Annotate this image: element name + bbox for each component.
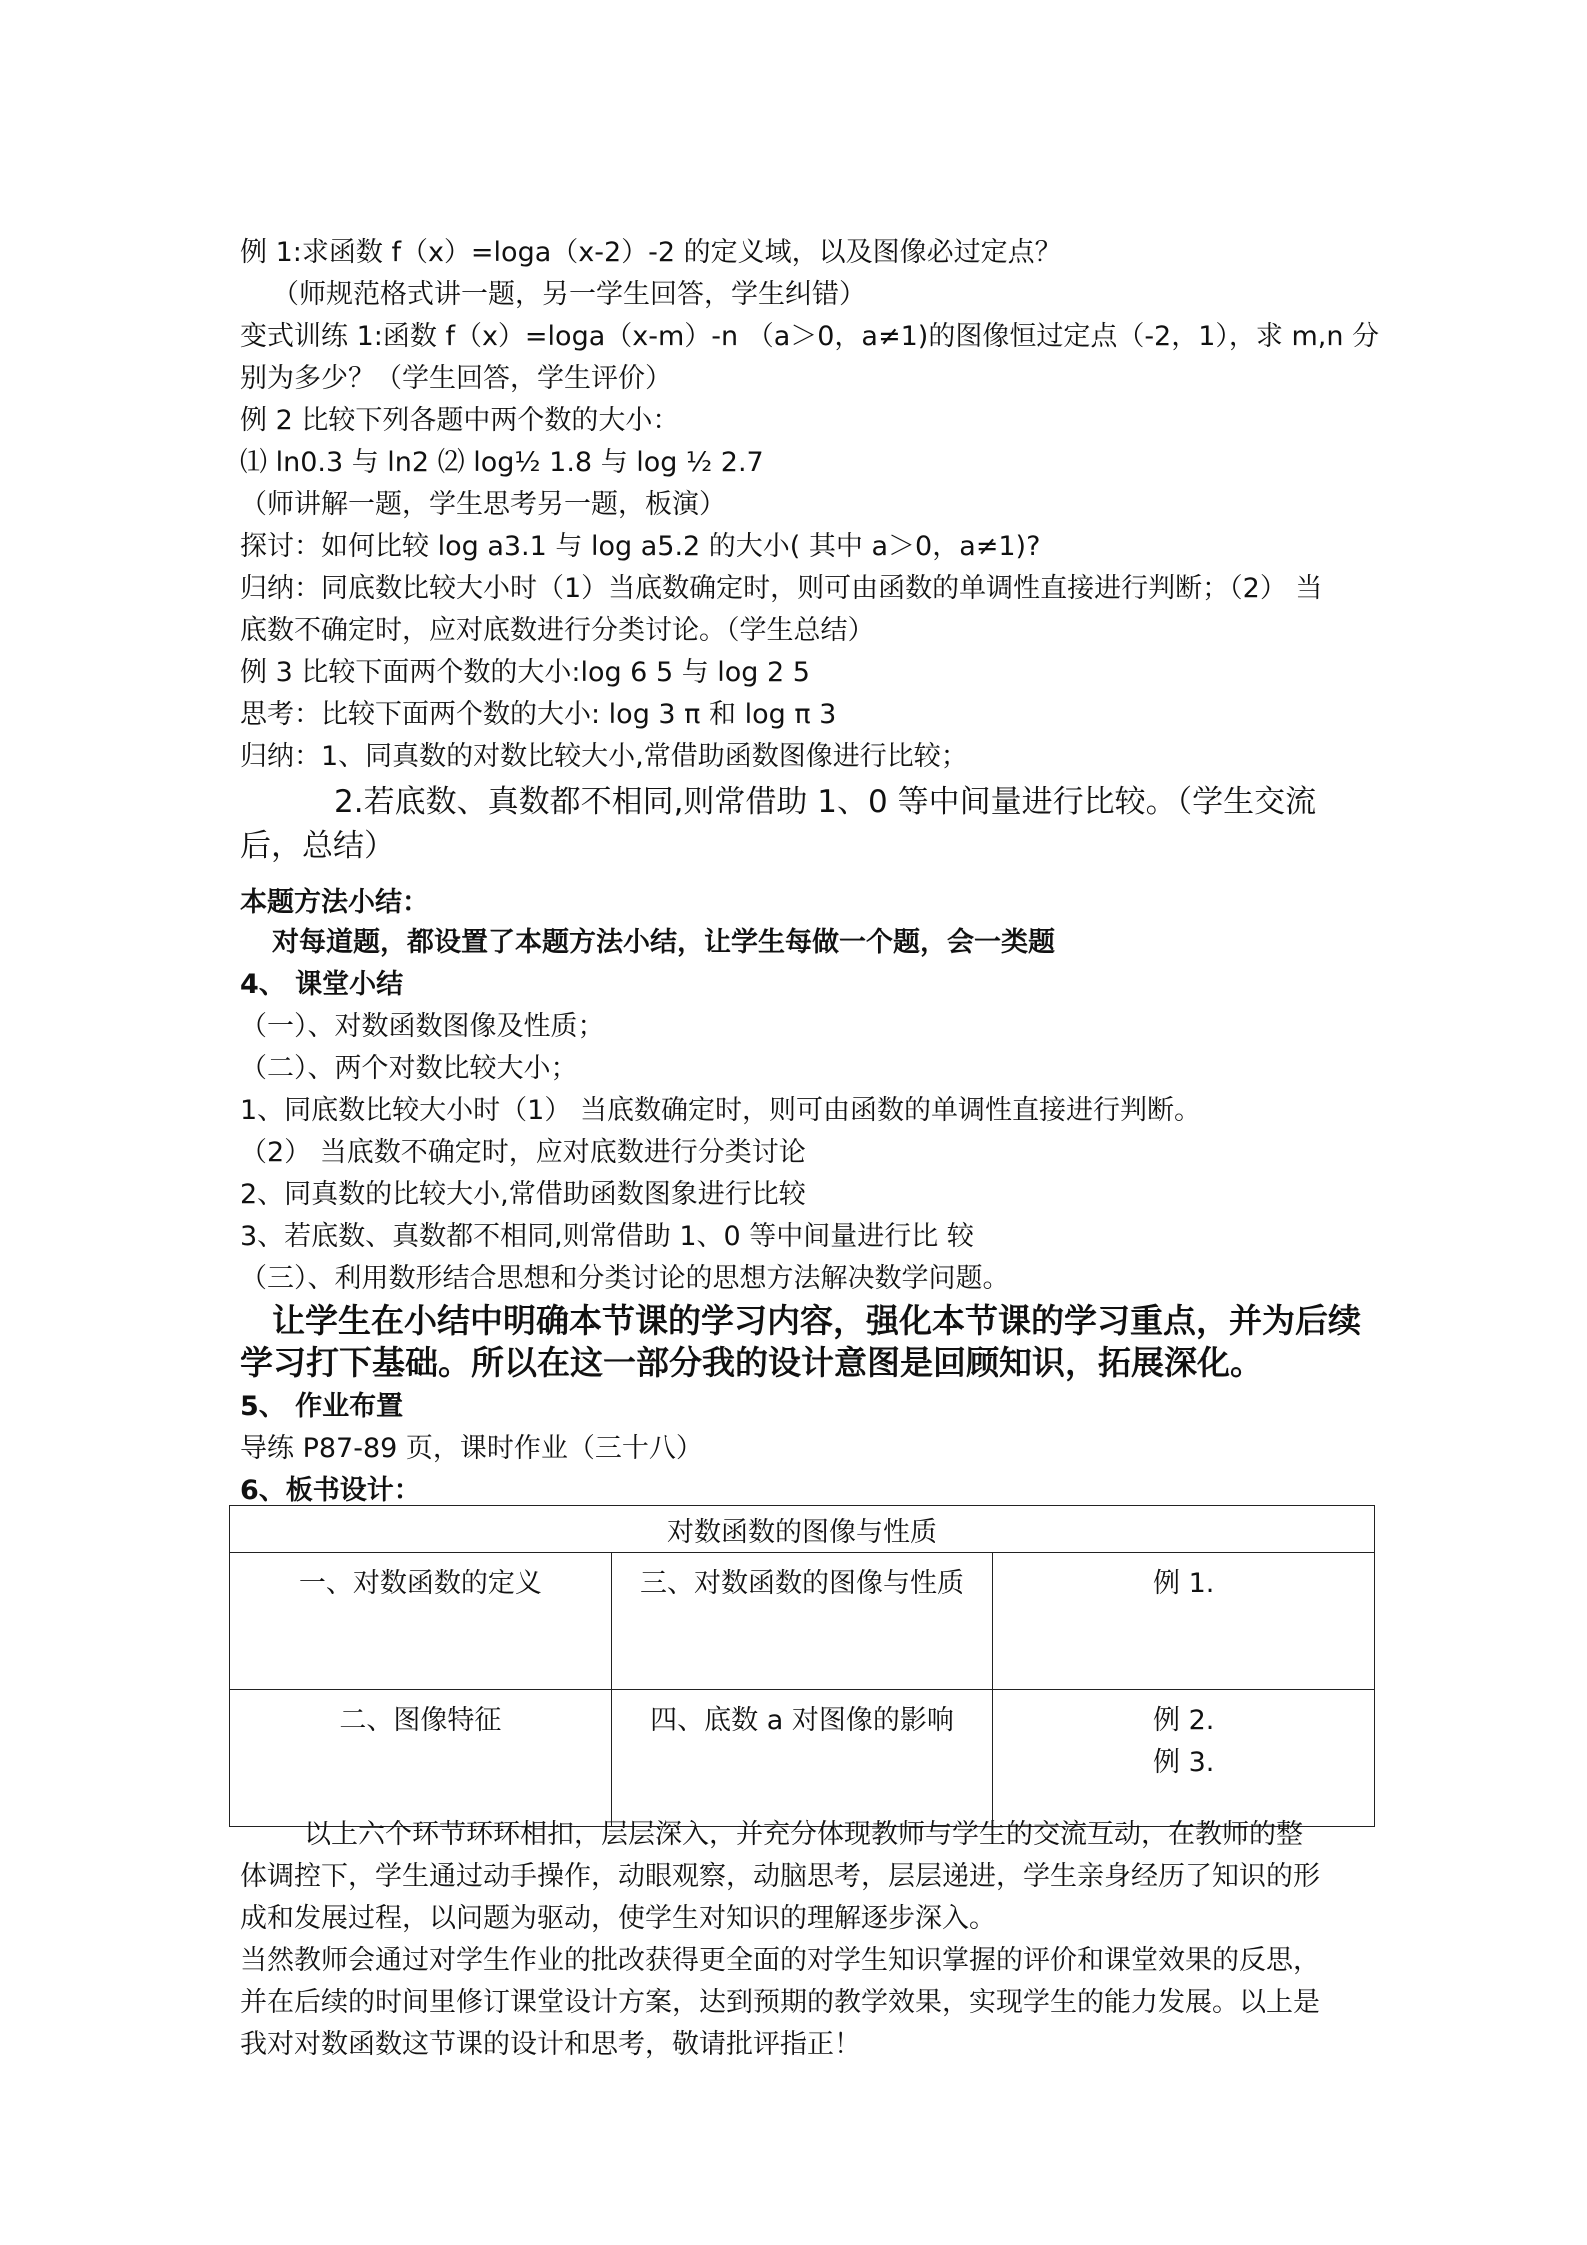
method-summary-text: 对每道题，都设置了本题方法小结，让学生每做一个题，会一类题: [272, 927, 1055, 958]
example-3: 例 3 比较下面两个数的大小:log 6 5 与 log 2 5: [240, 657, 810, 688]
board-cell-graph-features: [230, 1690, 612, 1827]
section-5-heading: 5、 作业布置: [240, 1391, 404, 1422]
board-cell-example-3-text: 例 3.: [1152, 1747, 1215, 1778]
discussion: 探讨：如何比较 log a3.1 与 log a5.2 的大小( 其中 a＞0，a≠1)?: [240, 531, 1041, 562]
summary-2: 归纳：1、同真数的对数比较大小,常借助函数图像进行比较；: [240, 741, 968, 772]
board-design-table: [229, 1505, 1375, 1827]
teacher-note-1: （师规范格式讲一题，另一学生回答，学生纠错）: [272, 279, 866, 310]
closing-paragraph-1: 以上六个环节环环相扣，层层深入，并充分体现教师与学生的交流互动，在教师的整: [304, 1819, 1303, 1850]
class-summary-2: （二）、两个对数比较大小；: [240, 1053, 578, 1084]
variant-training-1-cont: 别为多少？（学生回答，学生评价）: [240, 363, 672, 394]
board-cell-graph-properties-text: 三、对数函数的图像与性质: [639, 1568, 964, 1599]
variant-training-1: 变式训练 1:函数 f（x）=loga（x-m）-n （a＞0，a≠1)的图像恒过定点（-2，1），求 m,n 分: [240, 321, 1380, 352]
board-cell-base-effect-text: 四、底数 a 对图像的影响: [650, 1705, 954, 1736]
board-cell-base-effect: [611, 1690, 993, 1827]
class-summary-2-point-3: 3、若底数、真数都不相同,则常借助 1、0 等中间量进行比 较: [240, 1221, 974, 1252]
example-2-items: ⑴ ln0.3 与 ln2 ⑵ log½ 1.8 与 log ½ 2.7: [240, 447, 764, 478]
board-cell-example-2-text: 例 2.: [1152, 1705, 1215, 1736]
summary-1-cont: 底数不确定时，应对底数进行分类讨论。（学生总结）: [240, 615, 875, 646]
board-cell-example-1-text: 例 1.: [1152, 1568, 1215, 1599]
section-4-heading: 4、 课堂小结: [240, 969, 404, 1000]
closing-paragraph-2-line-2: 并在后续的时间里修订课堂设计方案，达到预期的教学效果，实现学生的能力发展。以上是: [240, 1987, 1320, 2018]
example-2: 例 2 比较下列各题中两个数的大小：: [240, 405, 680, 436]
closing-paragraph-1-line-3: 成和发展过程，以问题为驱动，使学生对知识的理解逐步深入。: [240, 1903, 996, 1934]
closing-paragraph-2-line-3: 我对对数函数这节课的设计和思考，敬请批评指正！: [240, 2029, 861, 2060]
summary-2-item-cont: 后，总结）: [240, 828, 395, 864]
closing-paragraph-1-line-2: 体调控下，学生通过动手操作，动眼观察，动脑思考，层层递进，学生亲身经历了知识的形: [240, 1861, 1320, 1892]
class-summary-2-point-1b: （2） 当底数不确定时，应对底数进行分类讨论: [240, 1137, 806, 1168]
method-summary-heading: 本题方法小结：: [240, 887, 429, 918]
section-6-heading: 6、板书设计：: [240, 1475, 421, 1506]
board-cell-definition-text: 一、对数函数的定义: [298, 1568, 542, 1599]
board-cell-graph-properties: [611, 1553, 993, 1690]
class-summary-2-point-1: 1、同底数比较大小时（1） 当底数确定时，则可由函数的单调性直接进行判断。: [240, 1095, 1201, 1126]
class-summary-1: （一）、对数函数图像及性质；: [240, 1011, 605, 1042]
class-summary-2-point-2: 2、同真数的比较大小,常借助函数图象进行比较: [240, 1179, 806, 1210]
board-cell-definition: [230, 1553, 612, 1690]
board-cell-examples-2-3: [993, 1690, 1375, 1827]
summary-1: 归纳：同底数比较大小时（1）当底数确定时，则可由函数的单调性直接进行判断；（2） 当: [240, 573, 1323, 604]
design-intent-1: 让学生在小结中明确本节课的学习内容，强化本节课的学习重点，并为后续: [272, 1301, 1361, 1340]
summary-2-item: 2.若底数、真数都不相同,则常借助 1、0 等中间量进行比较。（学生交流: [334, 784, 1317, 820]
board-cell-graph-features-text: 二、图像特征: [339, 1705, 502, 1736]
design-intent-2: 学习打下基础。所以在这一部分我的设计意图是回顾知识，拓展深化。: [240, 1343, 1263, 1382]
closing-paragraph-2: 当然教师会通过对学生作业的批改获得更全面的对学生知识掌握的评价和课堂效果的反思，: [240, 1945, 1320, 1976]
think-question: 思考：比较下面两个数的大小: log 3 π 和 log π 3: [240, 699, 837, 730]
class-summary-3: （三）、利用数形结合思想和分类讨论的思想方法解决数学问题。: [240, 1263, 1010, 1294]
board-title: 对数函数的图像与性质: [230, 1506, 1375, 1553]
homework: 导练 P87-89 页，课时作业（三十八）: [240, 1433, 703, 1464]
board-cell-example-1: [993, 1553, 1375, 1690]
example-1: 例 1:求函数 f（x）=loga（x-2）-2 的定义域，以及图像必过定点？: [240, 237, 1062, 268]
teacher-note-2: （师讲解一题，学生思考另一题，板演）: [240, 489, 726, 520]
